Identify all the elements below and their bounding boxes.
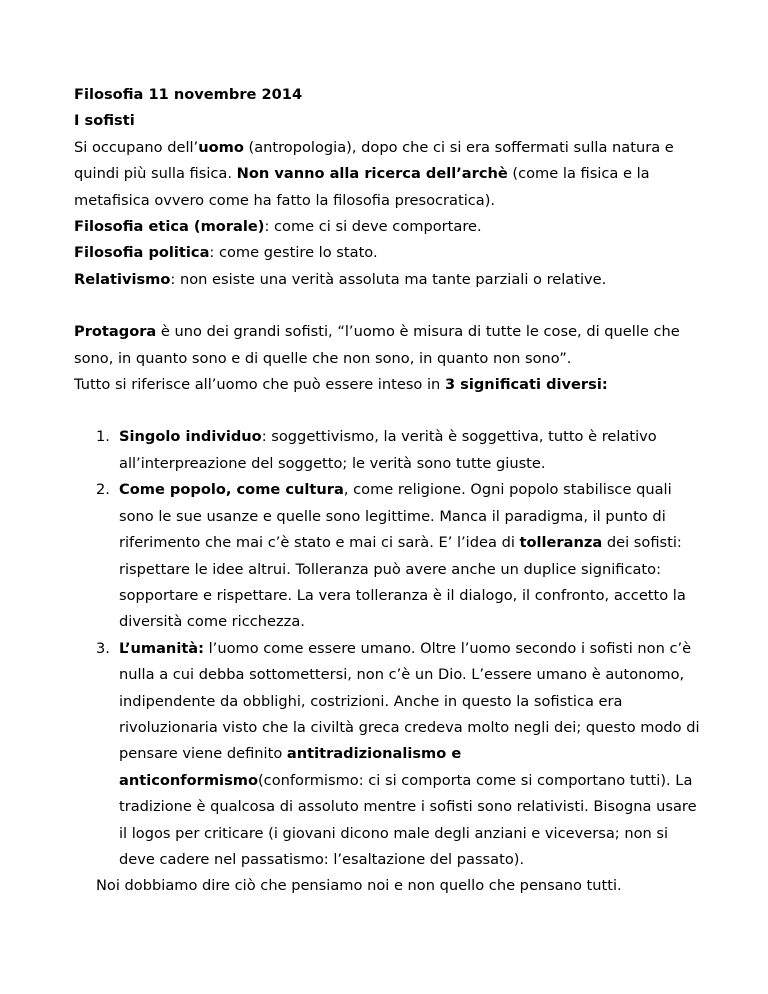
section-heading: I sofisti (74, 112, 135, 130)
intro-paragraph: Si occupano dell’uomo (antropologia), dopo che ci si era soffermati sulla natura e quindi più sulla fisica. Non vanno alla ricerca dell’archè (come la fisica e la metafisica ovvero come ha fatto la filosofia presocratica). (74, 138, 674, 209)
list-item: 1. Singolo individuo: soggettivismo, la verità è soggettiva, tutto è relativo all’interpreazione del soggetto; le verità sono tutte giuste. (74, 424, 700, 477)
paragraph-spacer (74, 293, 700, 319)
list-number: 3. (96, 639, 110, 657)
definition-etica: Filosofia etica (morale): come ci si deve comportare. (74, 218, 482, 236)
list-item: 3. L’umanità: l’uomo come essere umano. Oltre l’uomo secondo i sofisti non c’è nulla a cui debba sottomettersi, non c’è un Dio. L’essere umano è autonomo, indipendente da obblighi, costrizioni. Anche in questo la sofistica era rivoluzionaria visto che la civiltà greca credeva molto negli dei; questo modo di pensare viene definito antitradizionalismo e anticonformismo(conformismo: ci si comporta come si comportano tutti). La tradizione è qualcosa di assoluto mentre i sofisti sono relativisti. Bisogna usare il logos per criticare (i giovani dicono male degli anziani e viceversa; non si deve cadere nel passatismo: l’esaltazione del passato). (74, 636, 700, 874)
document-page (74, 82, 700, 900)
document-title: Filosofia 11 novembre 2014 (74, 86, 303, 103)
closing-sentence: Noi dobbiamo dire ciò che pensiamo noi e non quello che pensano tutti. (96, 877, 622, 895)
paragraph-spacer (74, 398, 700, 424)
list-item: 2. Come popolo, come cultura, come religione. Ogni popolo stabilisce quali sono le sue usanze e quelle sono legittime. Manca il paradigma, il punto di riferimento che mai c’è stato e mai ci sarà. E’ l’idea di tolleranza dei sofisti: rispettare le idee altrui. Tolleranza può avere anche un duplice significato: sopportare e rispettare. La vera tolleranza è il dialogo, il confronto, accetto la diversità come ricchezza. (74, 477, 700, 635)
definition-politica: Filosofia politica: come gestire lo stato. (74, 244, 378, 262)
list-number: 2. (96, 481, 110, 499)
protagora-paragraph: Protagora è uno dei grandi sofisti, “l’uomo è misura di tutte le cose, di quelle che sono, in quanto sono e di quelle che non sono, in quanto non sono”. (74, 323, 680, 367)
protagora-lead: Tutto si riferisce all’uomo che può essere inteso in 3 significati diversi: (74, 376, 608, 394)
list-number: 1. (96, 428, 110, 446)
definition-relativismo: Relativismo: non esiste una verità assoluta ma tante parziali o relative. (74, 270, 607, 288)
meanings-list (74, 424, 700, 873)
